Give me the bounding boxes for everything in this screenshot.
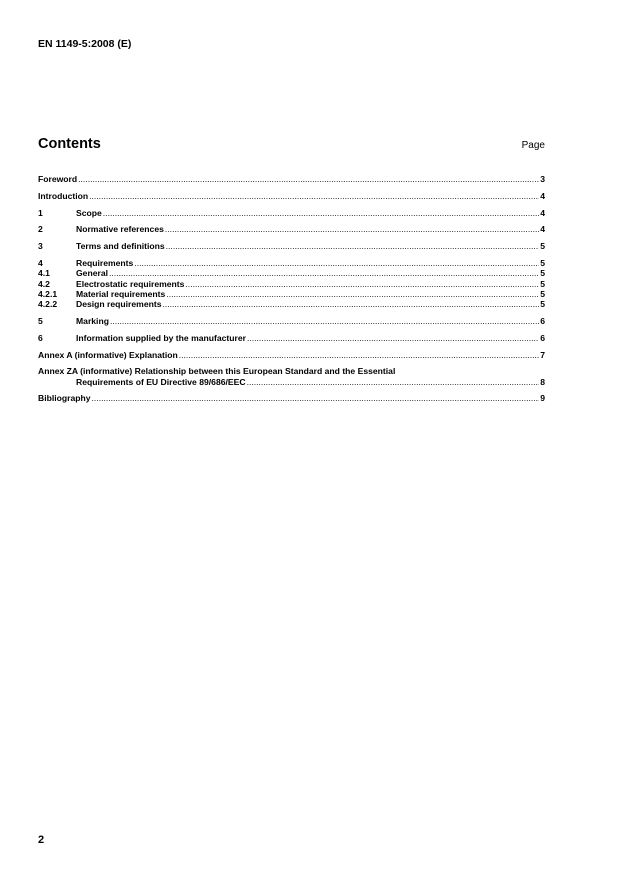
toc-number: 5: [38, 315, 43, 326]
toc-entry-requirements[interactable]: [38, 259, 545, 269]
toc-entry-marking[interactable]: [38, 317, 545, 327]
toc-page: 5: [540, 241, 545, 252]
toc-page: 3: [540, 174, 545, 184]
toc-page: 8: [540, 376, 545, 387]
toc-entry-introduction[interactable]: [38, 192, 545, 202]
toc-number: 4.2.2: [38, 299, 58, 310]
toc-page: 4: [540, 190, 545, 201]
toc-title: Foreword: [38, 174, 78, 184]
dot-leader: [78, 175, 539, 184]
contents-title: Contents: [38, 136, 101, 152]
toc-entry-foreword[interactable]: [38, 175, 545, 185]
toc-title: Annex A (informative) Explanation: [38, 349, 178, 360]
toc-title: Marking: [76, 315, 109, 326]
toc-page: 5: [540, 288, 545, 299]
dot-leader: [247, 378, 540, 387]
toc-entry-information-supplied[interactable]: [38, 334, 545, 344]
toc-title: Information supplied by the manufacturer: [76, 332, 246, 343]
toc-number: 3: [38, 241, 43, 252]
toc-number: 4.2.1: [38, 288, 58, 299]
toc-number: 6: [38, 332, 43, 343]
toc-number: 4: [38, 257, 43, 268]
toc-page: 9: [540, 393, 545, 404]
toc-entry-design-requirements[interactable]: [38, 300, 545, 310]
toc-title: Scope: [76, 207, 102, 218]
dot-leader: [109, 269, 539, 278]
document-id-header: EN 1149-5:2008 (E): [38, 38, 132, 50]
toc-title: Design requirements: [76, 299, 162, 310]
toc-page: 5: [540, 278, 545, 289]
dot-leader: [166, 242, 540, 251]
toc-entry-normative-references[interactable]: [38, 225, 545, 235]
dot-leader: [165, 225, 539, 234]
dot-leader: [92, 394, 540, 403]
toc-number: 4.2: [38, 278, 50, 289]
toc-title: Normative references: [76, 224, 164, 235]
dot-leader: [134, 259, 539, 268]
toc-number: 1: [38, 207, 43, 218]
toc-entry-scope[interactable]: [38, 209, 545, 219]
toc-page: 5: [540, 257, 545, 268]
toc-page: 4: [540, 207, 545, 218]
toc-entry-bibliography[interactable]: [38, 394, 545, 404]
toc-title: Introduction: [38, 190, 89, 201]
table-of-contents: [38, 175, 545, 405]
toc-number: 4.1: [38, 268, 50, 279]
dot-leader: [110, 317, 539, 326]
page-number: 2: [38, 834, 45, 846]
toc-entry-terms-and-definitions[interactable]: [38, 242, 545, 252]
toc-title: Bibliography: [38, 393, 91, 404]
dot-leader: [103, 209, 539, 218]
toc-title: Material requirements: [76, 288, 166, 299]
dot-leader: [89, 192, 539, 201]
toc-page: 4: [540, 224, 545, 235]
toc-page: 6: [540, 332, 545, 343]
toc-page: 7: [540, 349, 545, 360]
dot-leader: [185, 280, 539, 289]
toc-number: 2: [38, 224, 43, 235]
toc-title: Electrostatic requirements: [76, 278, 185, 289]
toc-title: Annex ZA (informative) Relationship between this European Standard and the Essential: [38, 366, 396, 377]
toc-page: 5: [540, 299, 545, 310]
toc-title: Requirements: [76, 257, 134, 268]
toc-title-continuation: Requirements of EU Directive 89/686/EEC: [76, 376, 246, 387]
toc-entry-annex-za[interactable]: [38, 367, 545, 388]
toc-page: 5: [540, 268, 545, 279]
dot-leader: [179, 351, 539, 360]
toc-page: 6: [540, 315, 545, 326]
dot-leader: [247, 334, 539, 343]
dot-leader: [166, 290, 539, 299]
toc-title: Terms and definitions: [76, 241, 165, 252]
page-column-label: Page: [521, 140, 545, 151]
toc-title: General: [76, 268, 109, 279]
dot-leader: [162, 300, 539, 309]
toc-entry-annex-a[interactable]: [38, 351, 545, 361]
